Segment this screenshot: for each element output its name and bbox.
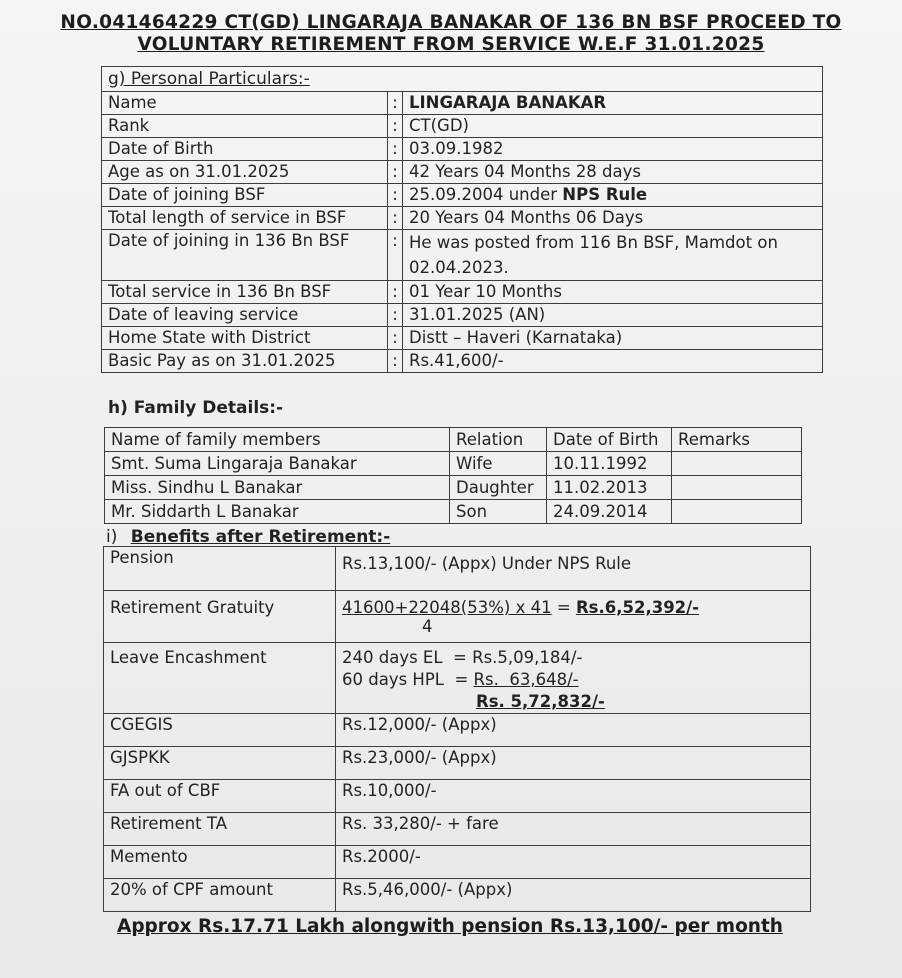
- table-row: [104, 714, 811, 747]
- personal-particulars-title: g) Personal Particulars:-: [108, 69, 310, 89]
- benefit-value: Rs.5,46,000/- (Appx): [336, 879, 811, 912]
- table-row: [104, 813, 811, 846]
- leave-total-line: [342, 691, 804, 713]
- leave-hpl-label: 60 days HPL =: [342, 670, 474, 689]
- benefit-value: Rs.2000/-: [336, 846, 811, 879]
- family-member-remarks: [672, 500, 802, 524]
- table-row: [105, 476, 802, 500]
- row-label: Home State with District: [102, 327, 388, 350]
- row-label: Name: [102, 92, 388, 115]
- row-label: Age as on 31.01.2025: [102, 161, 388, 184]
- row-label: Date of joining in 136 Bn BSF: [102, 230, 388, 281]
- row-separator: :: [388, 281, 403, 304]
- family-member-dob: 10.11.1992: [547, 452, 672, 476]
- benefit-label: FA out of CBF: [104, 780, 336, 813]
- row-value: 01 Year 10 Months: [403, 281, 823, 304]
- row-label: Rank: [102, 115, 388, 138]
- row-value: [403, 230, 823, 281]
- col-header-dob: Date of Birth: [547, 428, 672, 452]
- col-header-remarks: Remarks: [672, 428, 802, 452]
- benefit-label: CGEGIS: [104, 714, 336, 747]
- row-value: 03.09.1982: [403, 138, 823, 161]
- row-separator: :: [388, 327, 403, 350]
- family-member-name: Mr. Siddarth L Banakar: [105, 500, 450, 524]
- gratuity-result: Rs.6,52,392/-: [575, 598, 700, 617]
- row-value-text: 25.09.2004 under: [409, 185, 558, 204]
- row-value-line2: 02.04.2023.: [409, 258, 509, 277]
- gratuity-denominator: 4: [422, 617, 433, 636]
- col-header-name: Name of family members: [105, 428, 450, 452]
- leave-el-line: 240 days EL = Rs.5,09,184/-: [342, 648, 583, 667]
- document-heading-line2: VOLUNTARY RETIREMENT FROM SERVICE W.E.F 31.01.2025: [137, 34, 765, 55]
- family-member-dob: 24.09.2014: [547, 500, 672, 524]
- table-row: [102, 115, 823, 138]
- row-separator: :: [388, 304, 403, 327]
- family-member-name: Miss. Sindhu L Banakar: [105, 476, 450, 500]
- row-separator: :: [388, 115, 403, 138]
- row-value: Distt – Haveri (Karnataka): [403, 327, 823, 350]
- row-separator: :: [388, 207, 403, 230]
- row-separator: :: [388, 184, 403, 207]
- row-value: 42 Years 04 Months 28 days: [403, 161, 823, 184]
- row-value: 20 Years 04 Months 06 Days: [403, 207, 823, 230]
- row-label: Date of joining BSF: [102, 184, 388, 207]
- family-member-relation: Daughter: [450, 476, 547, 500]
- benefit-label: Pension: [104, 547, 336, 591]
- benefit-label: Memento: [104, 846, 336, 879]
- table-row: [102, 350, 823, 373]
- table-row: [104, 846, 811, 879]
- family-member-relation: Son: [450, 500, 547, 524]
- table-row: [102, 304, 823, 327]
- leave-hpl-line: [342, 669, 804, 691]
- table-row: [104, 547, 811, 591]
- table-row: [102, 184, 823, 207]
- table-row: [105, 500, 802, 524]
- row-label: Basic Pay as on 31.01.2025: [102, 350, 388, 373]
- table-row: [102, 92, 823, 115]
- family-member-remarks: [672, 452, 802, 476]
- family-details-title: h) Family Details:-: [108, 398, 284, 418]
- table-row: [102, 281, 823, 304]
- table-row: [104, 643, 811, 714]
- gratuity-equals: =: [551, 598, 576, 617]
- benefits-table: [103, 546, 811, 912]
- row-separator: :: [388, 92, 403, 115]
- table-row: [105, 428, 802, 452]
- benefits-prefix: i): [106, 527, 118, 547]
- family-member-dob: 11.02.2013: [547, 476, 672, 500]
- benefit-value: [336, 643, 811, 714]
- table-row: [102, 67, 823, 92]
- row-value: [403, 184, 823, 207]
- table-row: [102, 327, 823, 350]
- table-row: [104, 780, 811, 813]
- table-row: [102, 207, 823, 230]
- table-row: [104, 747, 811, 780]
- row-separator: :: [388, 138, 403, 161]
- row-value: 31.01.2025 (AN): [403, 304, 823, 327]
- benefit-value: Rs.13,100/- (Appx) Under NPS Rule: [336, 547, 811, 591]
- table-row: [102, 230, 823, 281]
- row-value-line1: He was posted from 116 Bn BSF, Mamdot on: [409, 233, 778, 252]
- benefit-label: GJSPKK: [104, 747, 336, 780]
- table-row: [102, 138, 823, 161]
- benefit-label: 20% of CPF amount: [104, 879, 336, 912]
- table-row: [102, 161, 823, 184]
- row-separator: :: [388, 350, 403, 373]
- family-member-relation: Wife: [450, 452, 547, 476]
- leave-hpl-amount: Rs. 63,648/-: [473, 670, 579, 689]
- benefits-title: Benefits after Retirement:-: [130, 527, 391, 547]
- summary-footer: Approx Rs.17.71 Lakh alongwith pension Rs.13,100/- per month: [117, 916, 783, 937]
- family-member-remarks: [672, 476, 802, 500]
- leave-total: Rs. 5,72,832/-: [476, 692, 605, 711]
- benefit-value: Rs.10,000/-: [336, 780, 811, 813]
- table-row: [105, 452, 802, 476]
- benefit-value: Rs.23,000/- (Appx): [336, 747, 811, 780]
- row-separator: :: [388, 230, 403, 281]
- row-separator: :: [388, 161, 403, 184]
- row-label: Date of Birth: [102, 138, 388, 161]
- row-label: Date of leaving service: [102, 304, 388, 327]
- benefit-value: [336, 591, 811, 643]
- benefit-label: Leave Encashment: [104, 643, 336, 714]
- row-value: LINGARAJA BANAKAR: [403, 92, 823, 115]
- benefit-label: Retirement TA: [104, 813, 336, 846]
- col-header-relation: Relation: [450, 428, 547, 452]
- row-label: Total service in 136 Bn BSF: [102, 281, 388, 304]
- family-member-name: Smt. Suma Lingaraja Banakar: [105, 452, 450, 476]
- document-heading-line1: NO.041464229 CT(GD) LINGARAJA BANAKAR OF 136 BN BSF PROCEED TO: [60, 12, 842, 33]
- row-value: CT(GD): [403, 115, 823, 138]
- row-value: Rs.41,600/-: [403, 350, 823, 373]
- benefit-value: Rs.12,000/- (Appx): [336, 714, 811, 747]
- benefit-value: Rs. 33,280/- + fare: [336, 813, 811, 846]
- table-row: [104, 879, 811, 912]
- gratuity-formula: 41600+22048(53%) x 41: [342, 598, 552, 617]
- row-label: Total length of service in BSF: [102, 207, 388, 230]
- benefit-label: Retirement Gratuity: [104, 591, 336, 643]
- personal-particulars-table: [101, 66, 823, 373]
- benefits-heading: [106, 527, 390, 547]
- nps-rule-text: NPS Rule: [562, 185, 648, 204]
- table-row: [104, 591, 811, 643]
- family-details-table: [104, 427, 802, 524]
